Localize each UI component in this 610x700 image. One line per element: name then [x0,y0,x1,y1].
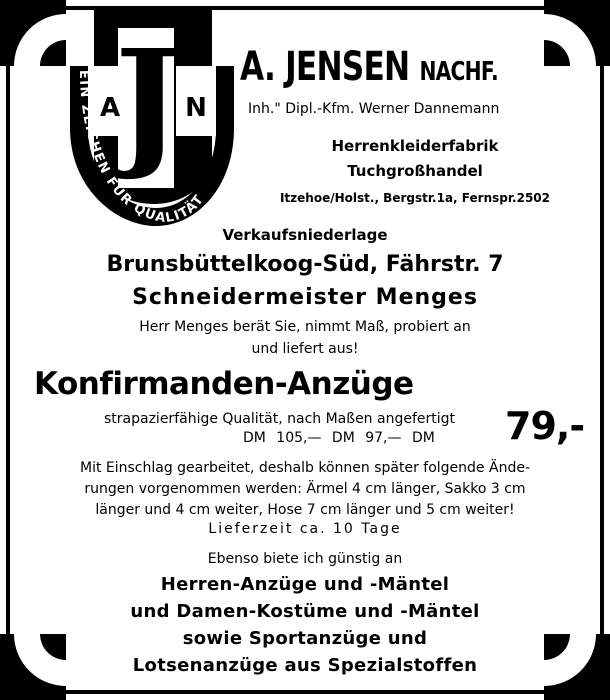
logo-letter-j: J [114,20,182,184]
brand-name: A. JENSEN [240,44,410,90]
logo-letter-a: A [99,93,121,123]
owner-line: Inh." Dipl.-Kfm. Werner Dannemann [248,101,500,117]
wholesale-line: Tuchgroßhandel [347,162,483,180]
offer-line-1: Herren-Anzüge und -Mäntel [160,574,450,595]
details-line-2: rungen vorgenommen werden: Ärmel 4 cm länger, Sakko 3 cm [84,481,526,497]
offer-line-3: sowie Sportanzüge und [182,628,428,649]
offer-line-2: und Damen-Kostüme und -Mäntel [130,601,480,622]
store-label: Verkaufsniederlage [222,226,388,244]
service-line-2: und liefert aus! [251,341,359,357]
brand-suffix: NACHF. [419,57,498,87]
border-bottom [60,690,550,694]
price-list: DM 105,— DM 97,— DM [243,430,435,446]
store-location: Brunsbüttelkoog-Süd, Fährstr. 7 [106,252,504,277]
address-line: Itzehoe/Holst., Bergstr.1a, Fernspr.2502 [279,191,551,205]
offers-intro: Ebenso biete ich günstig an [207,551,403,567]
tailor-name: Schneidermeister Menges [132,285,478,310]
offer-line-4: Lotsenanzüge aus Spezialstoffen [132,655,478,676]
product-title: Konfirmanden-Anzüge [34,366,414,402]
jensen-logo [66,8,238,228]
details-line-1: Mit Einschlag gearbeitet, deshalb können später folgende Ände- [79,460,530,476]
factory-line: Herrenkleiderfabrik [331,137,499,155]
service-line-1: Herr Menges berät Sie, nimmt Maß, probiert an [139,319,471,335]
product-description: strapazierfähige Qualität, nach Maßen angefertigt [104,411,456,427]
main-price: 79,- [505,404,585,448]
corner-ornament-top-left [0,0,66,66]
delivery-time: Lieferzeit ca. 10 Tage [208,521,402,537]
brand-title [240,45,497,94]
details-line-3: länger und 4 cm weiter, Hose 7 cm länger und 5 cm weiter! [95,502,515,518]
logo-ring-text: EIN ZEICHEN FÜR QUALITÄT [75,69,208,227]
logo-letter-n: N [185,93,207,123]
brand-header [240,45,570,94]
